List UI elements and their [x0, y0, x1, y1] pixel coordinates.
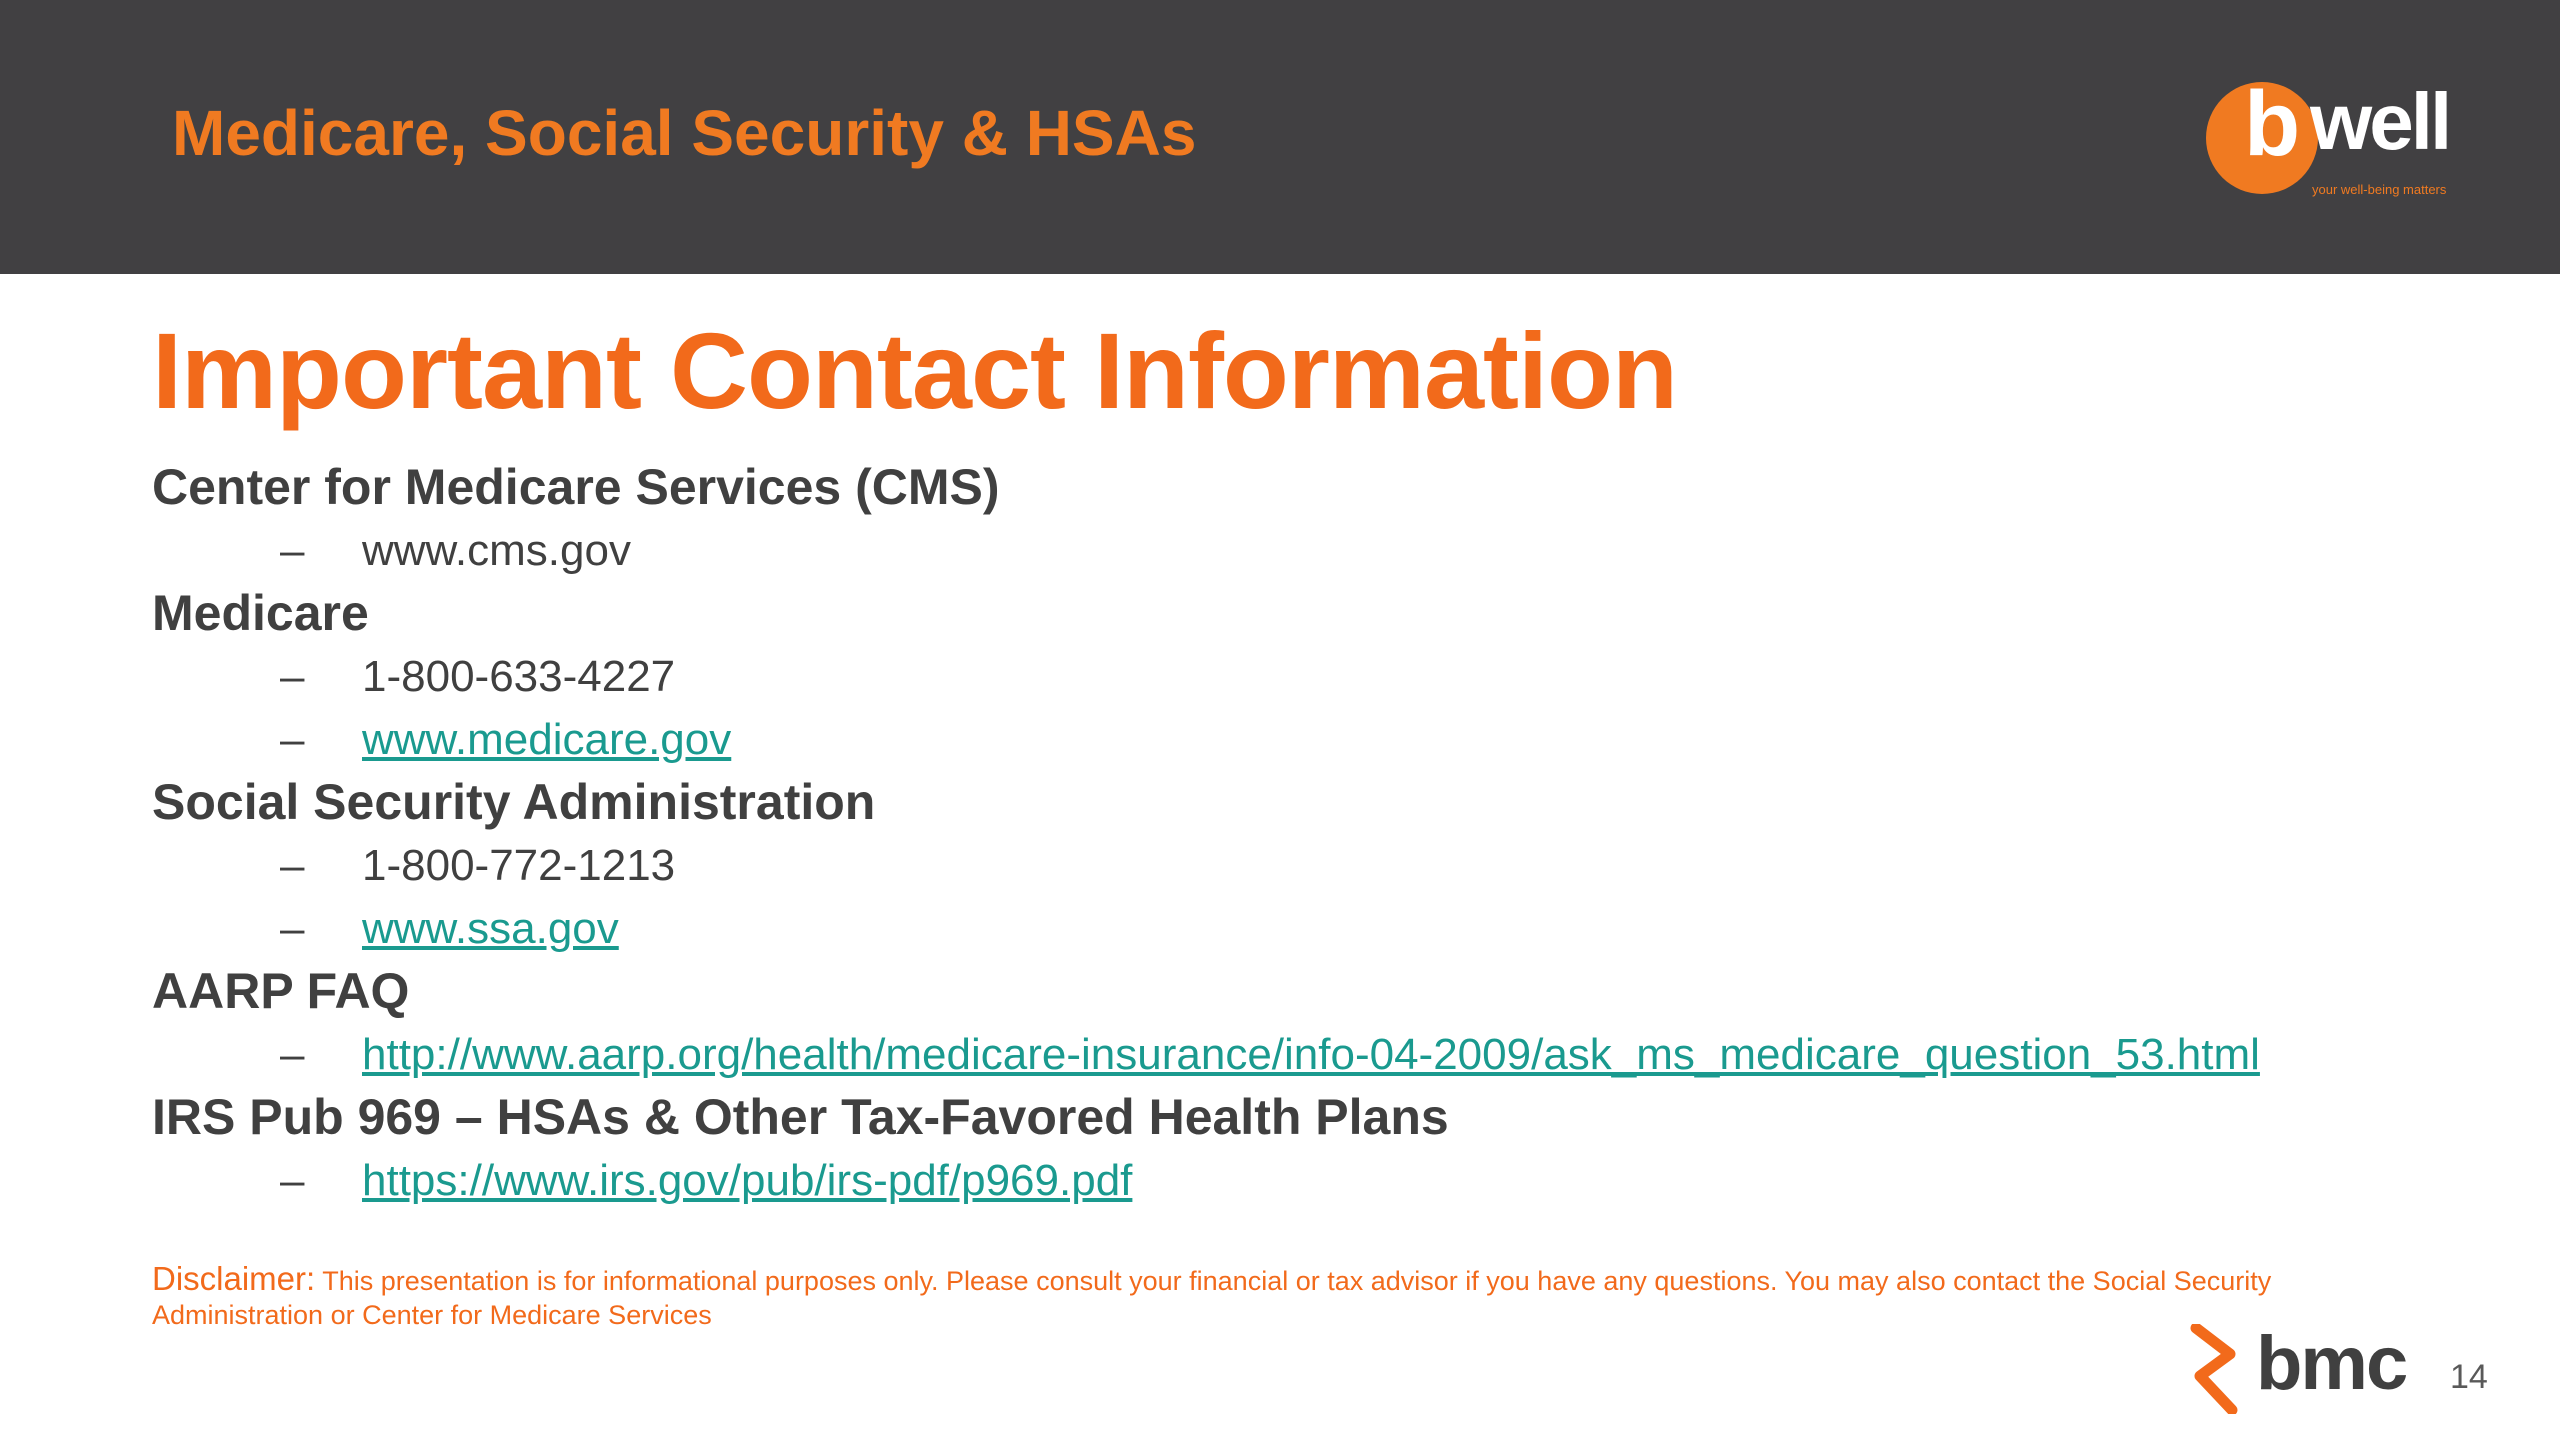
- bwell-logo-b: b: [2244, 73, 2301, 175]
- contact-value: www.cms.gov: [362, 526, 631, 575]
- bwell-tagline: your well-being matters: [2312, 182, 2447, 197]
- contact-value: 1-800-633-4227: [362, 652, 676, 701]
- dash-bullet: –: [280, 841, 305, 890]
- bwell-logo: [2200, 73, 2480, 208]
- section-heading: Center for Medicare Services (CMS): [152, 459, 1000, 515]
- section-heading: AARP FAQ: [152, 963, 410, 1019]
- page-number: 14: [2450, 1358, 2488, 1396]
- sub-item: [152, 708, 2452, 771]
- disclaimer-label: Disclaimer:: [152, 1260, 316, 1297]
- dash-bullet: –: [280, 526, 305, 575]
- header-bar: [0, 0, 2560, 274]
- section-heading: Social Security Administration: [152, 774, 876, 830]
- contact-link[interactable]: www.ssa.gov: [362, 904, 619, 953]
- disclaimer: [152, 1262, 2412, 1332]
- dash-bullet: –: [280, 1156, 305, 1205]
- disclaimer-text: This presentation is for informational purposes only. Please consult your financial or tax advisor if you have any questions. You may also contact the Social Security Administration or Center for Medicare Services: [152, 1266, 2272, 1330]
- bmc-chevron-icon: [2186, 1324, 2242, 1414]
- dash-bullet: –: [280, 1030, 305, 1079]
- header-title: Medicare, Social Security & HSAs: [172, 97, 1197, 169]
- sub-item: [152, 897, 2452, 960]
- section-heading: Medicare: [152, 585, 369, 641]
- bmc-logo: [2186, 1320, 2406, 1416]
- sub-item: [152, 834, 2452, 897]
- contact-link[interactable]: https://www.irs.gov/pub/irs-pdf/p969.pdf: [362, 1156, 1133, 1205]
- contact-link[interactable]: www.medicare.gov: [362, 715, 732, 764]
- bwell-logo-text: well: [2310, 77, 2450, 166]
- dash-bullet: –: [280, 652, 305, 701]
- sub-item: [152, 1149, 2452, 1212]
- sub-item: [152, 519, 2452, 582]
- sub-item: [152, 1023, 2452, 1086]
- contact-link[interactable]: http://www.aarp.org/health/medicare-insurance/info-04-2009/ask_ms_medicare_question_53.html: [362, 1030, 2260, 1079]
- sub-item: [152, 645, 2452, 708]
- section-heading: IRS Pub 969 – HSAs & Other Tax-Favored Health Plans: [152, 1089, 1449, 1145]
- page-title: Important Contact Information: [152, 310, 1677, 431]
- contact-value: 1-800-772-1213: [362, 841, 676, 890]
- contact-list: [152, 456, 2452, 1212]
- dash-bullet: –: [280, 715, 305, 764]
- dash-bullet: –: [280, 904, 305, 953]
- bmc-logo-text: bmc: [2256, 1321, 2407, 1406]
